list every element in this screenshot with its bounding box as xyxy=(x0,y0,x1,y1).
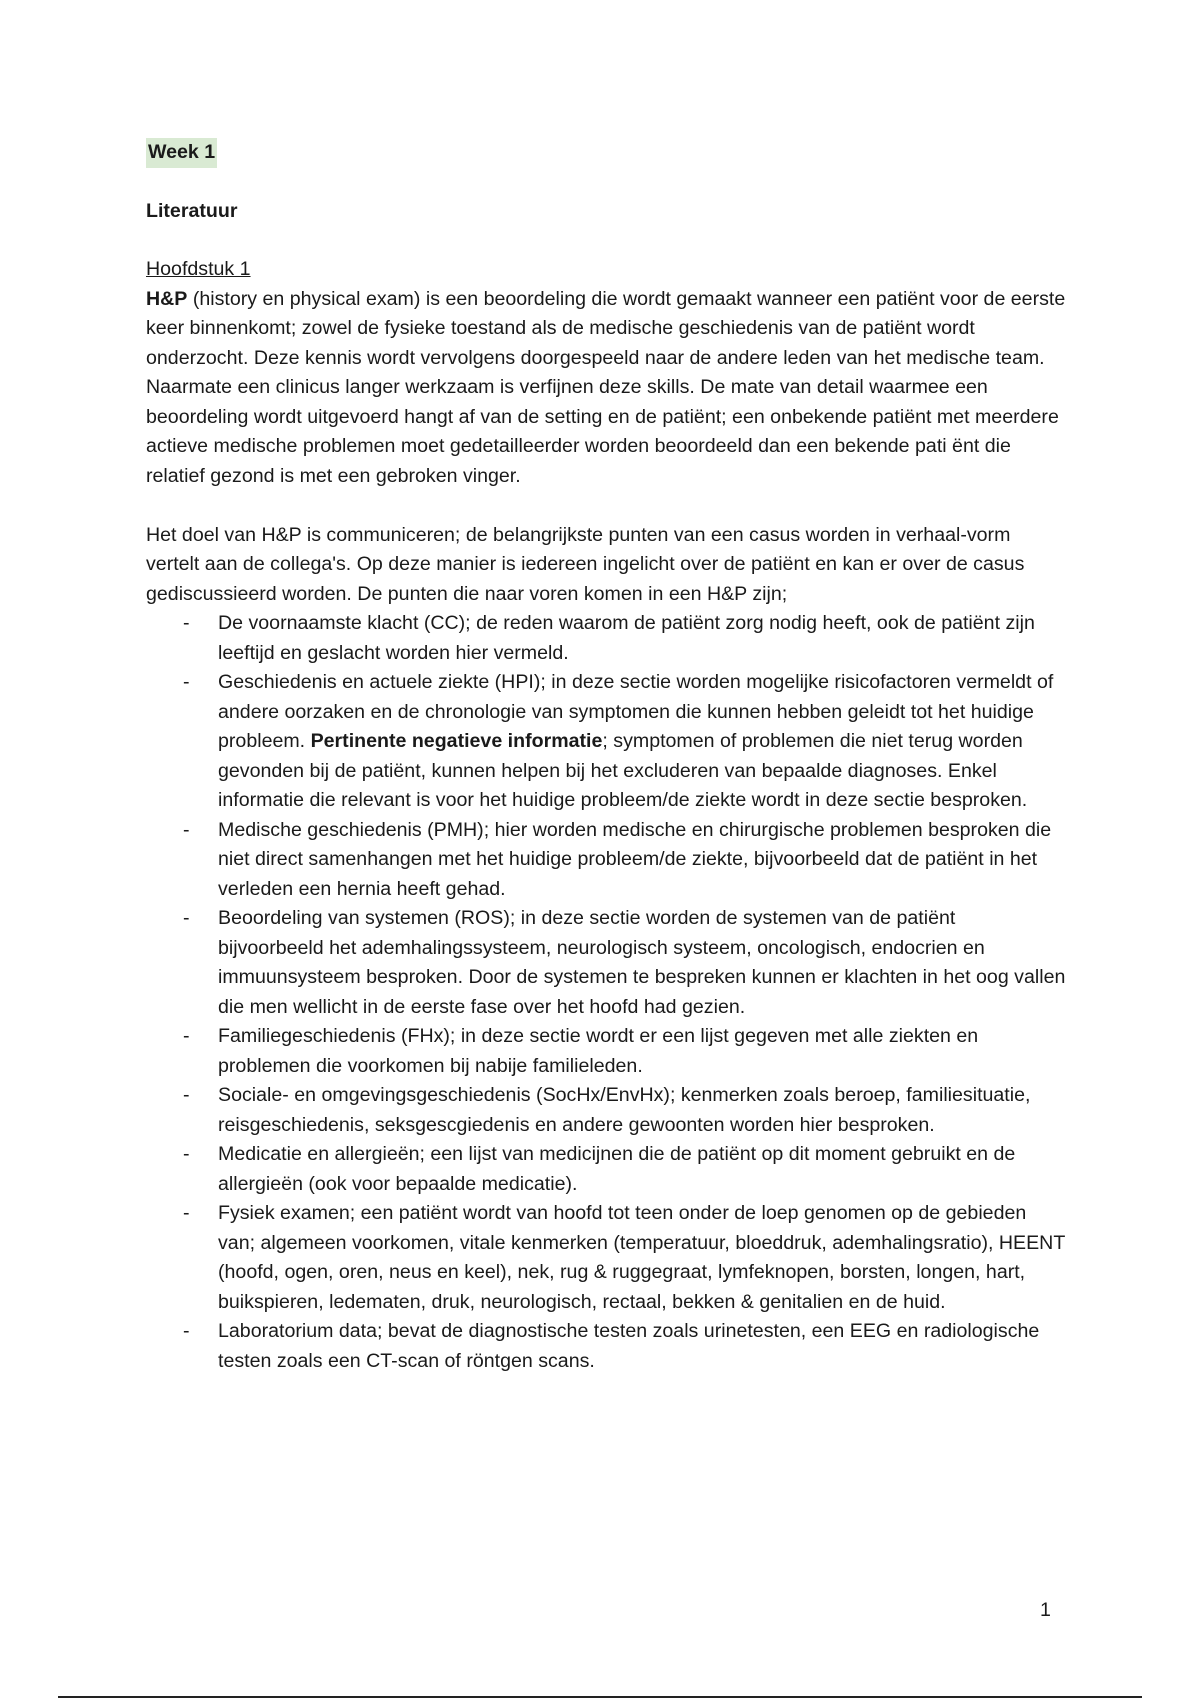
footer-divider xyxy=(58,1696,1142,1698)
list-item: - Medische geschiedenis (PMH); hier worden medische en chirurgische problemen besproken die niet direct samenhangen met het huidige probleem/de ziekte, bijvoorbeeld dat de patiënt in het verleden een hernia heeft gehad. xyxy=(218,816,1066,905)
list-item-text: Geschiedenis en actuele ziekte (HPI); in deze sectie worden mogelijke risicofactoren vermeldt of andere oorzaken en de chronologie van symptomen die kunnen hebben geleidt tot het huidige probleem. xyxy=(218,671,1054,752)
document-page xyxy=(146,138,1066,1376)
list-item: - Beoordeling van systemen (ROS); in deze sectie worden de systemen van de patiënt bijvoorbeeld het ademhalingssysteem, neurologisch systeem, oncologisch, endocrien en immuunsysteem besproken. Door de systemen te bespreken kunnen er klachten in het oog vallen die men wellicht in de eerste fase over het hoofd had gezien. xyxy=(218,904,1066,1022)
hp-points-list xyxy=(146,609,1066,1376)
intro-paragraph xyxy=(146,285,1066,492)
page-number: 1 xyxy=(1040,1599,1051,1621)
purpose-paragraph: Het doel van H&P is communiceren; de belangrijkste punten van een casus worden in verhaal-vorm vertelt aan de collega's. Op deze manier is iedereen ingelicht over de patiënt en kan er over de casus gediscussieerd worden. De punten die naar voren komen in een H&P zijn; xyxy=(146,523,1025,605)
list-item: - Medicatie en allergieën; een lijst van medicijnen die de patiënt op dit moment gebruikt en de allergieën (ook voor bepaalde medicatie). xyxy=(218,1140,1066,1199)
intro-text: (history en physical exam) is een beoordeling die wordt gemaakt wanneer een patiënt voor de eerste keer binnenkomt; zowel de fysieke toestand als de medische geschiedenis van de patiënt wordt onderzocht. Deze kennis wordt vervolgens doorgespeeld naar de andere leden van het medische team. Naarmate een clinicus langer werkzaam is verfijnen deze skills. De mate van detail waarmee een beoordeling wordt uitgevoerd hangt af van de setting en de patiënt; een onbekende patiënt met meerdere actieve medische problemen moet gedetailleerder worden beoordeeld dan een bekende pati ënt die relatief gezond is met een gebroken vinger. xyxy=(146,287,1066,487)
list-item: - Familiegeschiedenis (FHx); in deze sectie wordt er een lijst gegeven met alle ziekten en problemen die voorkomen bij nabije familieleden. xyxy=(218,1022,1066,1081)
list-item: - De voornaamste klacht (CC); de reden waarom de patiënt zorg nodig heeft, ook de patiënt zijn leeftijd en geslacht worden hier vermeld. xyxy=(218,609,1066,668)
chapter-title: Hoofdstuk 1 xyxy=(146,258,251,280)
week-heading xyxy=(146,138,1066,168)
list-item-bold-term: Pertinente negatieve informatie xyxy=(310,730,603,752)
list-item: - Fysiek examen; een patiënt wordt van hoofd tot teen onder de loep genomen op de gebieden van; algemeen voorkomen, vitale kenmerken (temperatuur, bloeddruk, ademhalingsratio), HEENT (hoofd, ogen, oren, neus en keel), nek, rug & ruggegraat, lymfeknopen, borsten, longen, hart, buikspieren, ledematen, druk, neurologisch, rectaal, bekken & genitalien en de huid. xyxy=(218,1199,1066,1317)
list-item xyxy=(218,668,1066,816)
week-label: Week 1 xyxy=(146,138,217,168)
list-item-text: ; symptomen of problemen die niet terug worden gevonden bij de patiënt, kunnen helpen bij het excluderen van bepaalde diagnoses. Enkel informatie die relevant is voor het huidige probleem/de ziekte wordt in deze sectie besproken. xyxy=(218,730,1028,811)
intro-bold-term: H&P xyxy=(146,287,188,310)
list-item: - Laboratorium data; bevat de diagnostische testen zoals urinetesten, een EEG en radiologische testen zoals een CT-scan of röntgen scans. xyxy=(218,1317,1066,1376)
list-item: - Sociale- en omgevingsgeschiedenis (SocHx/EnvHx); kenmerken zoals beroep, familiesituatie, reisgeschiedenis, seksgescgiedenis en andere gewoonten worden hier besproken. xyxy=(218,1081,1066,1140)
section-title: Literatuur xyxy=(146,199,238,222)
